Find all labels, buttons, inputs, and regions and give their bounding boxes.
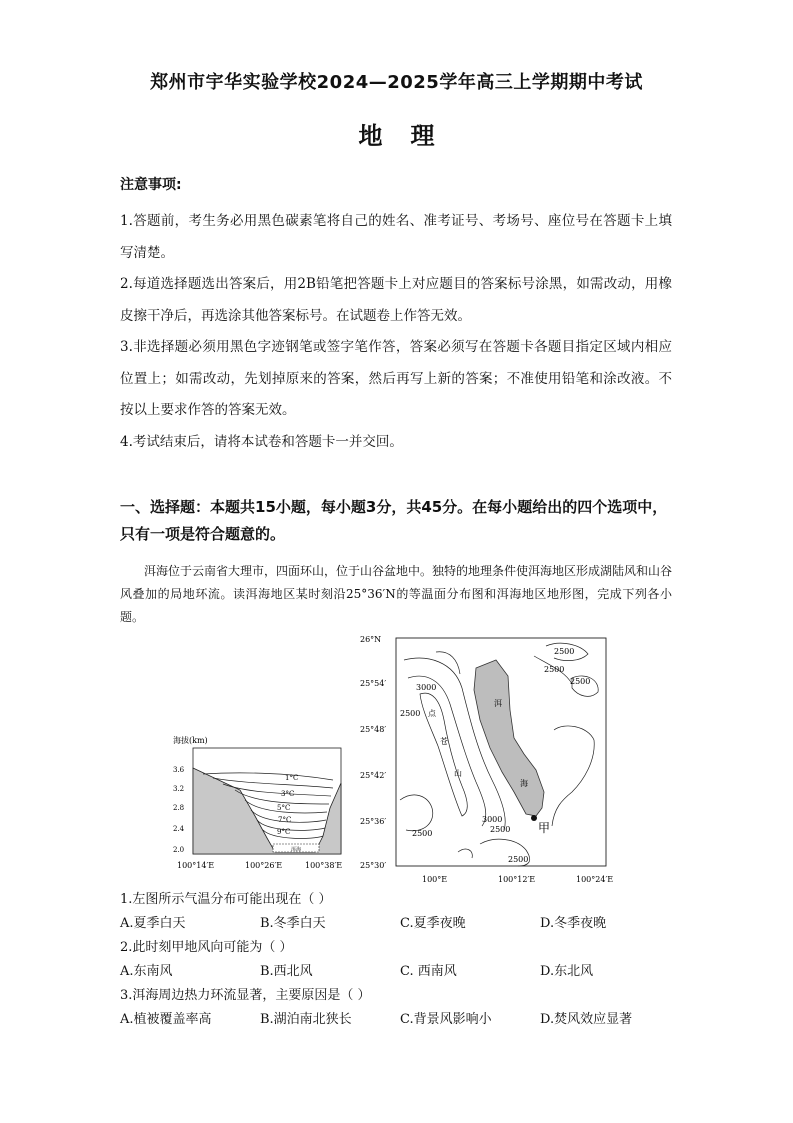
notice-item: 4.考试结束后，请将本试卷和答题卡一并交回。 [120,433,403,450]
contour-label: 2500 [544,665,565,674]
contour-line [408,676,486,826]
option-c: C. 西南风 [400,964,457,979]
contour-label: 2500 [412,829,433,838]
lake-label: 海 [520,779,528,788]
isotherm-label: 7°C [278,816,292,824]
notice-item: 1.答题前，考生务必用黑色碳素笔将自己的姓名、准考证号、考场号、座位号在答题卡上填写清楚。 [120,213,672,261]
lat-tick-label: 25°36′ [360,817,387,826]
question-options [120,960,680,984]
option-a: A.东南风 [120,964,173,979]
y-tick-label: 3.2 [173,785,185,793]
mountain-label: 山 [454,769,462,778]
lon-tick-label: 100°24′E [576,875,614,884]
option-d: D.焚风效应显著 [540,1012,633,1027]
question-options [120,912,680,936]
x-tick-label: 100°26′E [245,861,283,870]
exam-subject: 地理 [358,122,463,150]
isotherm-label: 5°C [277,804,291,812]
question-stem: 2.此时刻甲地风向可能为（ ） [120,940,293,955]
y-axis-label: 海拔(km) [173,736,208,745]
option-d: D.东北风 [540,964,594,979]
lon-tick-label: 100°12′E [498,875,536,884]
contour-line [436,652,460,674]
valley-terrain [193,768,341,854]
isotherm-line [263,830,323,838]
option-b: B.西北风 [260,964,313,979]
contour-line [400,795,433,831]
notice-item: 2.每道选择题选出答案后，用2B铅笔把答题卡上对应题目的答案标号涂黑，如需改动，用橡皮擦干净后，再选涂其他答案标号。在试题卷上作答无效。 [120,276,672,324]
lat-tick-label: 25°42′ [360,771,387,780]
question-stem: 3.洱海周边热力环流显著，主要原因是（ ） [120,988,371,1003]
contour-line [552,726,594,826]
isotherm-label: 1°C [285,774,299,782]
contour-label: 2500 [554,647,575,656]
option-c: C.夏季夜晚 [400,916,466,931]
x-tick-label: 100°14′E [177,861,215,870]
isotherm-cross-section-figure [165,728,355,878]
erhai-lake [474,660,544,816]
material-intro: 洱海位于云南省大理市，四面环山，位于山谷盆地中。独特的地理条件使洱海地区形成湖陆风和山谷风叠加的局地环流。读洱海地区某时刻沿25°36′N的等温面分布图和洱海地区地形图，完成下列各小题。 [120,564,673,624]
y-tick-label: 2.0 [173,846,185,854]
lat-tick-label: 25°54′ [360,679,387,688]
point-jia-marker [531,815,537,821]
mountain-label: 苍 [440,737,448,746]
contour-label: 3000 [416,683,437,692]
option-a: A.夏季白天 [120,916,186,931]
contour-label: 2500 [490,825,511,834]
isotherm-label: 3°C [281,790,295,798]
option-d: D.冬季夜晚 [540,916,607,931]
question-list [120,888,680,1032]
mountain-label: 点 [428,709,436,718]
y-tick-label: 3.6 [173,766,185,774]
isotherm-line [203,773,333,780]
lat-tick-label: 25°48′ [360,725,387,734]
option-b: B.冬季白天 [260,916,326,931]
lon-tick-label: 100°E [422,875,448,884]
isotherm-label: 9°C [277,828,291,836]
y-tick-label: 2.4 [173,825,185,833]
contour-label: 2500 [400,709,421,718]
exam-title: 郑州市宇华实验学校2024—2025学年高三上学期期中考试 [150,72,643,93]
x-tick-label: 100°38′E [305,861,343,870]
lake-label: 洱海 [291,847,302,853]
option-a: A.植被覆盖率高 [120,1012,212,1027]
lat-tick-label: 25°30′ [360,861,387,870]
lake-label: 洱 [494,699,502,708]
contour-line [458,849,472,858]
section-heading: 一、选择题：本题共15小题，每小题3分，共45分。在每小题给出的四个选项中，只有一项是符合题意的。 [120,498,668,543]
erhai-topographic-map [358,630,628,886]
contour-label: 3000 [482,815,503,824]
option-c: C.背景风影响小 [400,1012,492,1027]
y-tick-label: 2.8 [173,804,185,812]
notice-list [120,206,672,458]
contour-label: 2500 [570,677,591,686]
question-options [120,1008,680,1032]
point-jia-label: 甲 [538,821,551,835]
contour-label: 2500 [508,855,529,864]
lat-tick-label: 26°N [360,635,382,644]
notice-heading: 注意事项: [120,177,182,193]
option-b: B.湖泊南北狭长 [260,1012,352,1027]
notice-item: 3.非选择题必须用黑色字迹钢笔或签字笔作答，答案必须写在答题卡各题目指定区域内相应位置上；如需改动，先划掉原来的答案，然后再写上新的答案；不准使用铅笔和涂改液。不按以上要求作答的答案无效。 [120,339,672,418]
question-stem: 1.左图所示气温分布可能出现在（ ） [120,892,332,907]
